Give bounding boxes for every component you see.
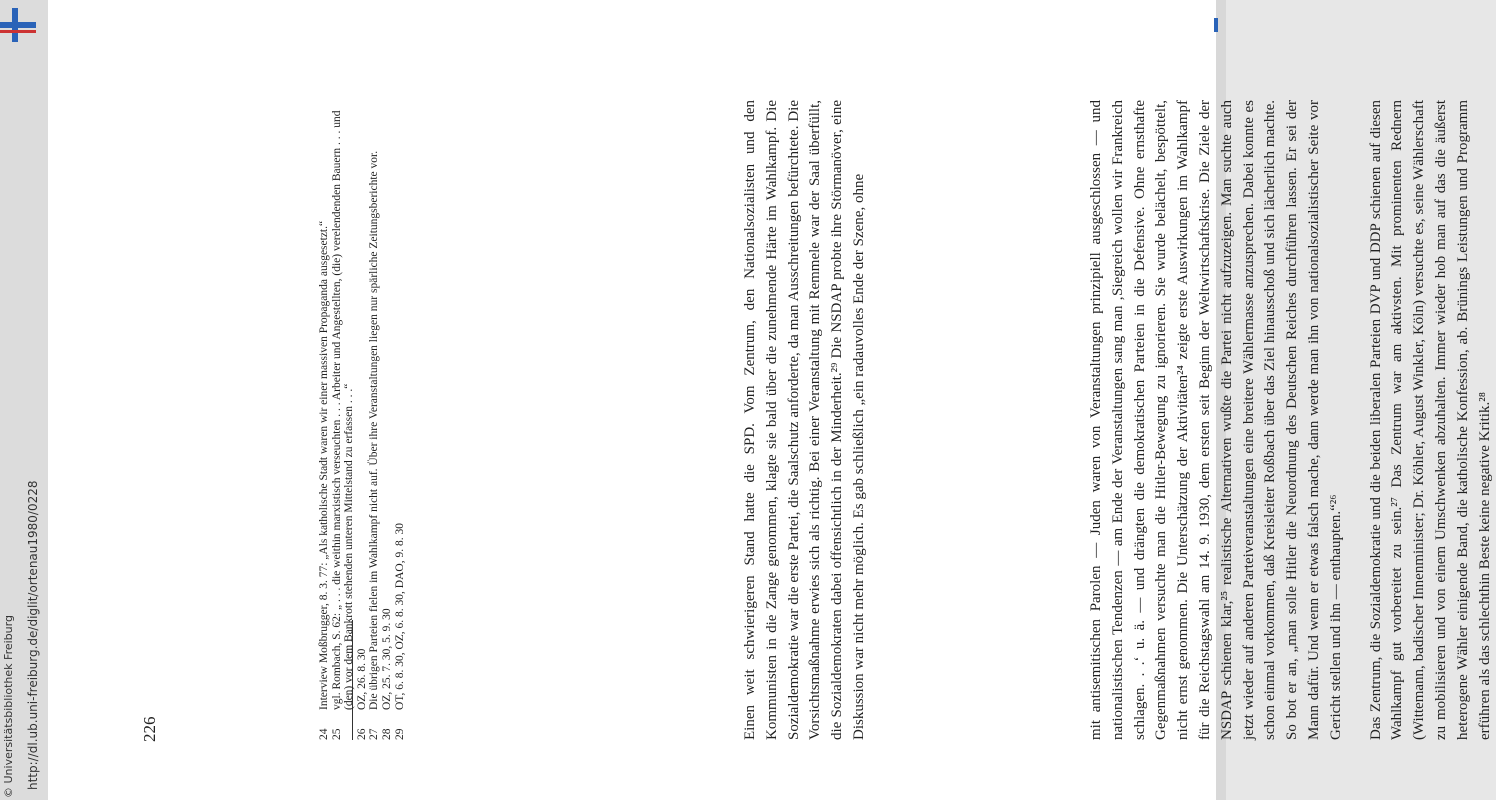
footnote — [381, 100, 394, 740]
footnote-text: Die übrigen Parteien fielen im Wahlkampf nicht auf. Über ihre Veranstaltungen liegen nur spärliche Zeitungsberichte vor. — [368, 150, 381, 710]
scan-marker-icon — [1214, 18, 1218, 32]
source-url: http://dl.ub.uni-freiburg.de/diglit/ortenau1980/0228 — [26, 480, 40, 790]
footnote-text: OT, 6. 8. 30, OZ, 6. 8. 30, DAO, 9. 8. 30 — [393, 523, 406, 710]
scanned-page — [48, 0, 1216, 800]
footnote-number: 24 — [318, 728, 330, 740]
paragraph: Das Zentrum, die Sozialdemokratie und die beiden liberalen Parteien DVP und DDP schienen auf diesen Wahlkampf gut vorbereitet zu sein.²⁷ Das Zentrum war am aktivsten. Mit prominenten Rednern (Wittemann, badischer Innenminister; Dr. Köhler, August Winkler, Köln) versuchte es, seine Wählerschaft zu mobilisieren und von einem Umschwenken abzuhalten. Immer wieder hob man auf das die äußerst heterogene Wähler einigende Band, die katholische Konfession, ab. Brünings Leistungen und Programm erführen als das schlechthin Beste keine negative Kritik.²⁸ — [1367, 100, 1493, 740]
footnote-text: OZ, 25. 7. 30, 5. 9. 30 — [380, 608, 393, 710]
body-column-upper — [1086, 100, 1493, 740]
footnote-text: Interview Moßbrugger, 8. 3. 77: „Als katholische Stadt waren wir einer massiven Propaganda ausgesetzt.“ — [318, 220, 330, 710]
paragraph: Einen weit schwierigeren Stand hatte die SPD. Vom Zentrum, den Nationalsozialisten und den Kommunisten in die Zange genommen, klagte sie bald über die zunehmende Härte im Wahlkampf. Die Sozialdemokratie war die erste Partei, die Saalschutz anforderte, da man Ausschreitungen befürchtete. Die Vorsichtsmaßnahme erwies sich als richtig. Bei einer Veranstaltung mit Remmele war der Saal überfüllt, die Sozialdemokraten dabei offensichtlich in der Minderheit.²⁹ Die NSDAP probte ihre Störmanöver, eine Diskussion war nicht mehr möglich. Es gab schließlich „ein radauvolles Ende der Szene, ohne — [742, 100, 867, 740]
footnote — [356, 100, 369, 740]
footnote-text: vgl. Rombach, S. 62: „ . . . die weithin marxistisch verseuchten . . . Arbeiter und Angestellten, (die) verelendenden Bauern . . . und (den) vor dem Bankrott stehenden unteren Mittelstand zu erfassen . . .“ — [330, 110, 356, 710]
footnote-number: 28 — [380, 728, 393, 740]
footnote — [318, 100, 331, 740]
footnote-number: 29 — [393, 728, 406, 740]
footnote-text: OZ, 26. 8. 30 — [355, 648, 368, 710]
body-column-lower — [740, 100, 970, 740]
footnotes — [318, 100, 458, 740]
footnote — [331, 100, 356, 740]
page-number: 226 — [140, 716, 159, 742]
footnote-number: 26 — [355, 728, 368, 740]
scan-marker-icon — [0, 30, 36, 33]
paragraph: mit antisemitischen Parolen — Juden waren von Veranstaltungen prinzipiell ausgeschlossen — und nationalistischen Tendenzen — am Ende der Veranstaltungen sang man ‚Siegreich wollen wir Frankreich schlagen. . .‘ u. ä. — und drängten die demokratischen Parteien in die Defensive. Ohne ernsthafte Gegenmaßnahmen versuchte man die Hitler-Bewegung zu ignorieren. Sie wurde belächelt, bespöttelt, nicht ernst genommen. Die Unterschätzung der Aktivitäten²⁴ zeigte erste Auswirkungen im Wahlkampf für die Reichstagswahl am 14. 9. 1930, dem ersten seit Beginn der Weltwirtschaftskrise. Die Ziele der NSDAP schienen klar,²⁵ realistische Alternativen wußte die Partei nicht aufzuzeigen. Man suchte auch jetzt wieder auf anderen Parteiveranstaltungen eine breitere Wählermasse anzusprechen. Dabei konnte es schon einmal vorkommen, daß Kreisleiter Roßbach über das Ziel hinausschoß und sich lächerlich machte. So bot er an, „man solle Hitler die Neuordnung des Deutschen Reiches durchführen lassen. Er sei der Mann dafür. Und wenn er etwas falsch mache, dann werde man ihn von nationalsozialistischer Seite vor Gericht stellen und ihn — enthaupten.“²⁶ — [1088, 100, 1344, 740]
footnote-number: 25 — [330, 728, 343, 740]
scan-marker-icon — [0, 22, 36, 28]
copyright-notice: © Universitätsbibliothek Freiburg — [2, 615, 15, 798]
footnote — [368, 100, 381, 740]
footnote — [394, 100, 407, 740]
paragraph-gap — [1348, 100, 1366, 740]
footnote-number: 27 — [368, 728, 381, 740]
